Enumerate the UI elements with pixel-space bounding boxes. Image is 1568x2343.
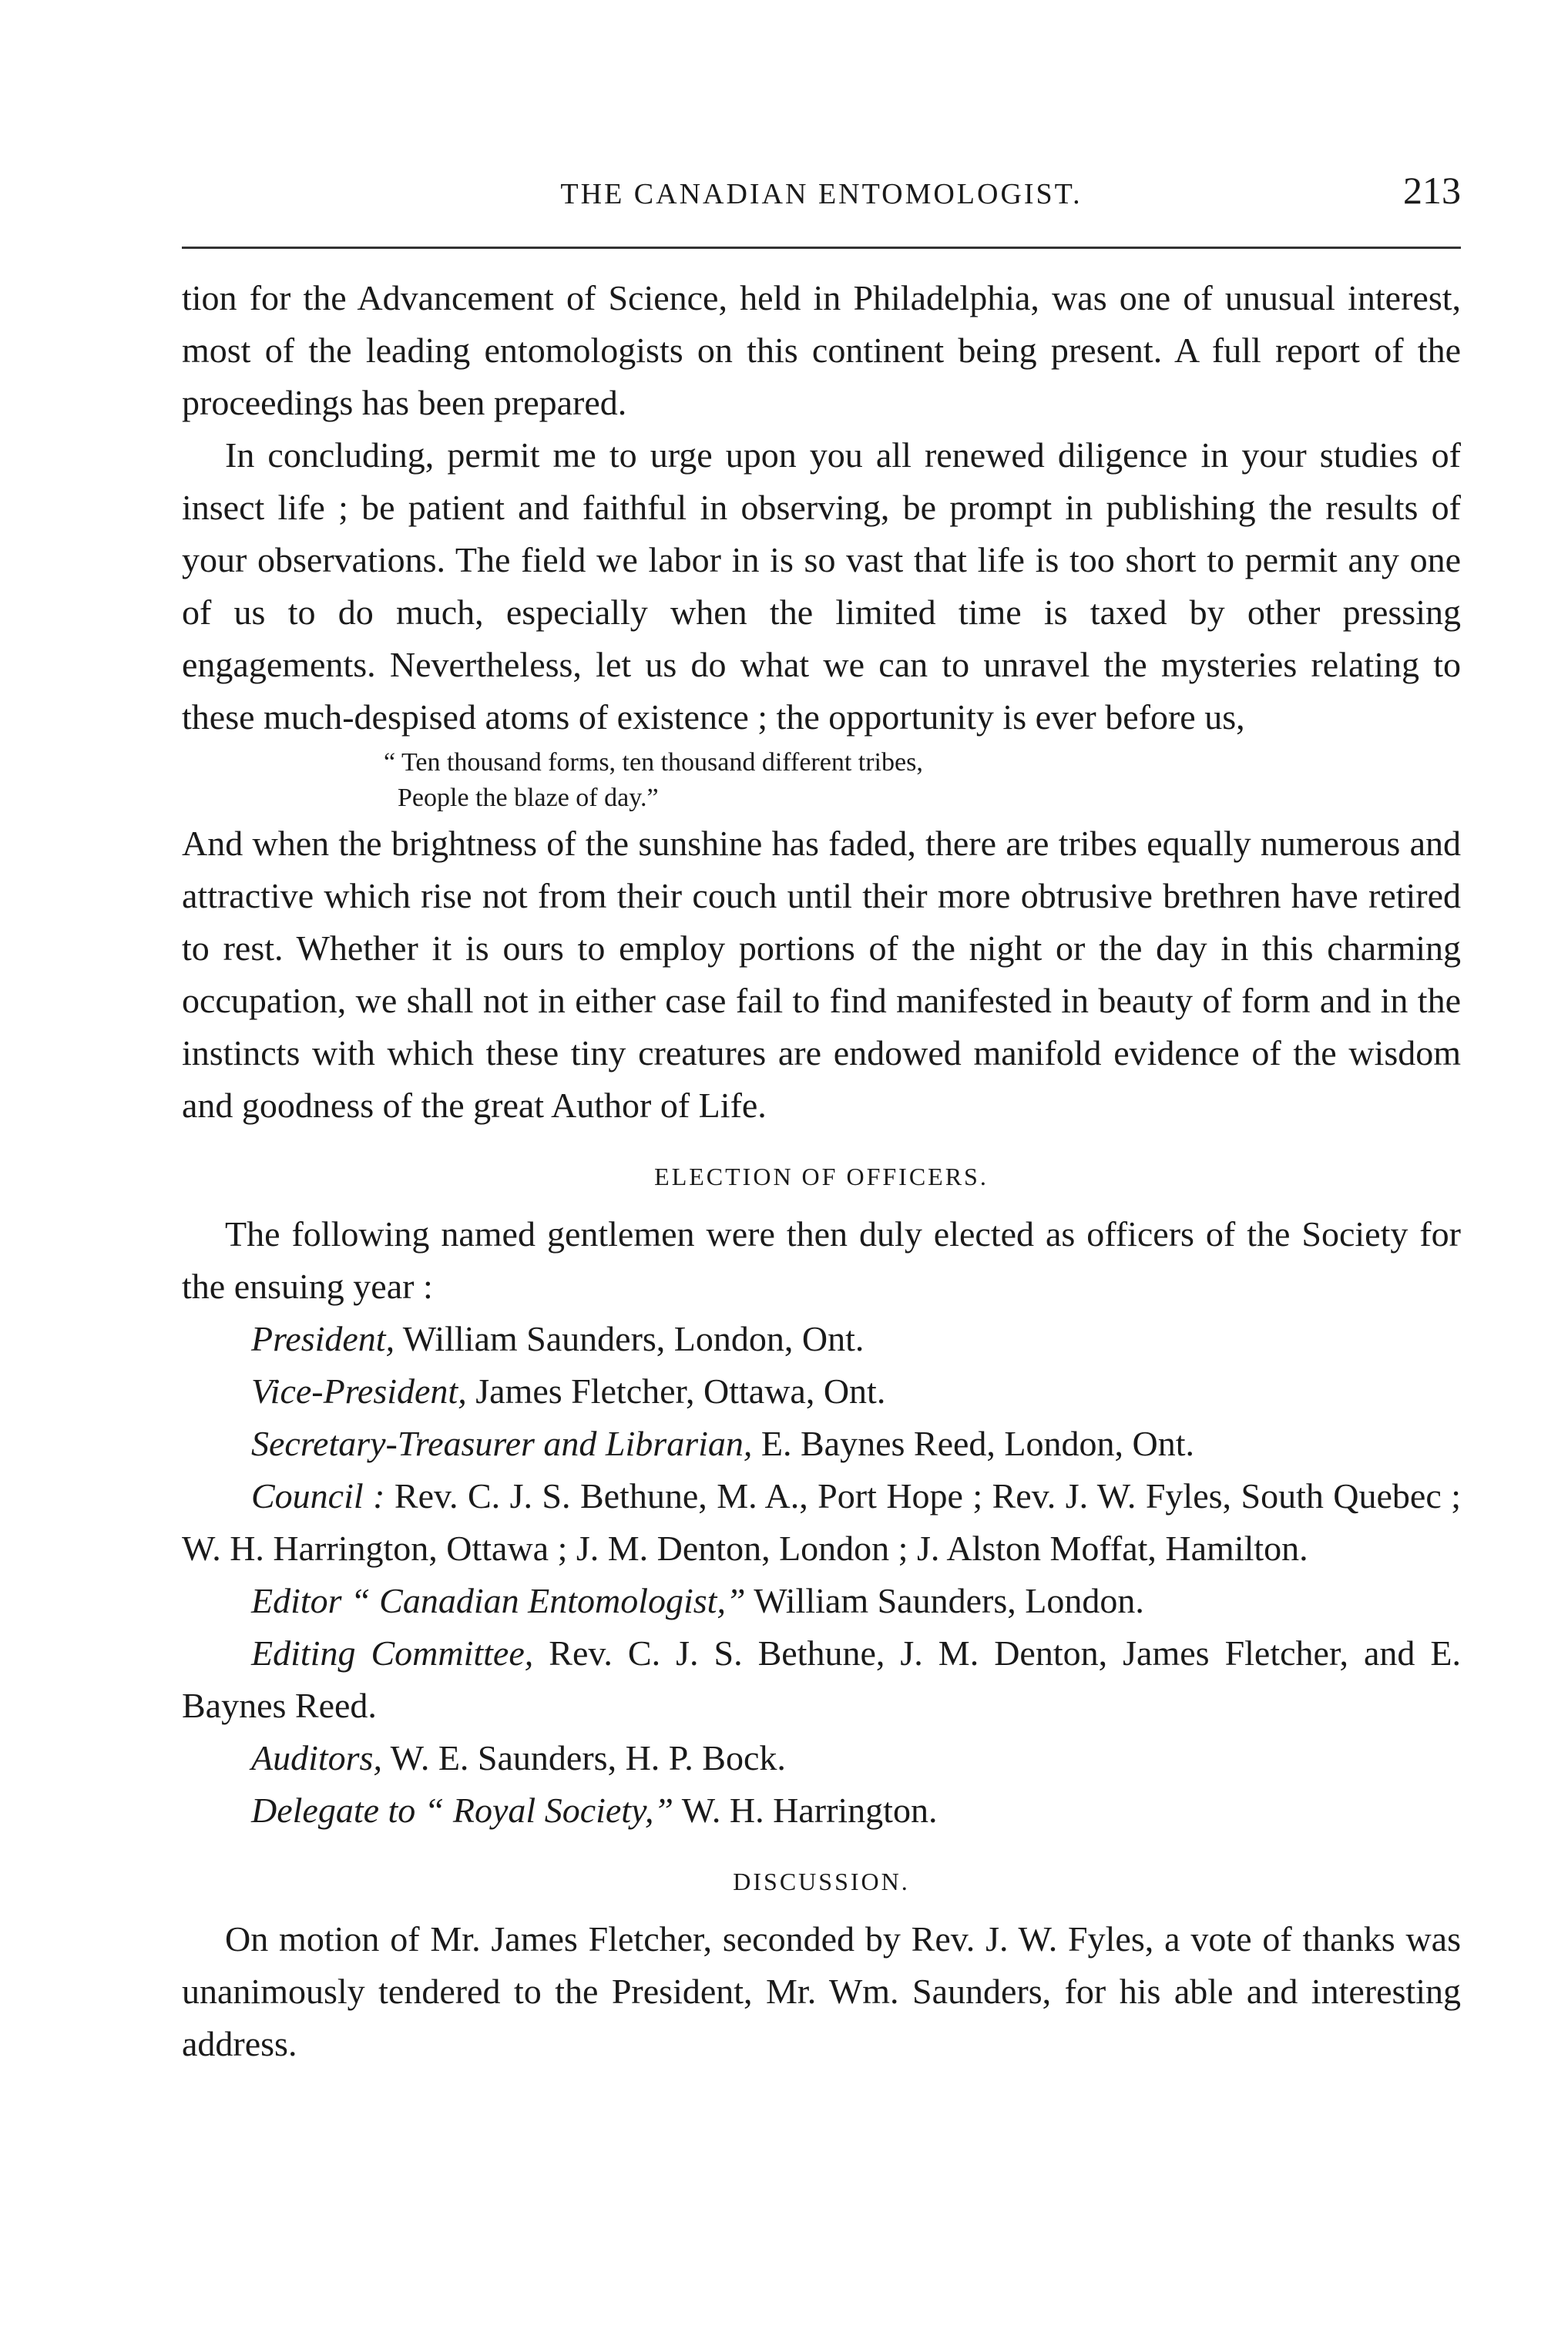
- election-intro: The following named gentlemen were then duly elected as officers of the Society for the ensuing year :: [182, 1214, 1461, 1306]
- officer-entry: [182, 1575, 1461, 1627]
- officer-role: Secretary-Treasurer and Librarian,: [251, 1424, 753, 1463]
- section-heading-election: ELECTION OF OFFICERS.: [654, 1163, 989, 1190]
- paragraph-closing: And when the brightness of the sunshine has faded, there are tribes equally numerous and attractive which rise not from their couch until their more obtrusive brethren have retired to rest. Whether it is ours to employ portions of the night or the day in this charming occupation, we shall not in either case fail to find manifested in beauty of form and in the instincts with which these tiny creatures are endowed manifold evidence of the wisdom and goodness of the great Author of Life.: [182, 824, 1461, 1125]
- officer-role: Delegate to “ Royal Society,”: [251, 1791, 674, 1830]
- page: [182, 162, 1461, 2070]
- header-rule: [182, 247, 1461, 249]
- discussion-text: On motion of Mr. James Fletcher, seconded by Rev. J. W. Fyles, a vote of thanks was unanimously tendered to the President, Mr. Wm. Saunders, for his able and interesting address.: [182, 1919, 1461, 2063]
- officer-entry: [182, 1470, 1461, 1575]
- officer-role: Vice-President,: [251, 1371, 467, 1411]
- officers-list: [182, 1313, 1461, 1837]
- officer-names: William Saunders, London, Ont.: [395, 1319, 865, 1358]
- running-title: THE CANADIAN ENTOMOLOGIST.: [560, 178, 1083, 210]
- officer-role: Editor “ Canadian Entomologist,”: [251, 1581, 746, 1620]
- officer-entry: [182, 1418, 1461, 1470]
- officer-names: W. E. Saunders, H. P. Bock.: [381, 1738, 786, 1777]
- officer-names: E. Baynes Reed, London, Ont.: [752, 1424, 1195, 1463]
- officer-entry: [182, 1732, 1461, 1784]
- page-number: 213: [1403, 169, 1461, 212]
- page-header: [182, 162, 1461, 223]
- paragraph-concluding: In concluding, permit me to urge upon you all renewed diligence in your studies of insect life ; be patient and faithful in observing, be prompt in publishing the results of your observations. The field we labor in is so vast that life is too short to permit any one of us to do much, especially when the limited time is taxed by other pressing engagements. Nevertheless, let us do what we can to unravel the mysteries relating to these much-despised atoms of existence ; the opportunity is ever before us,: [182, 435, 1461, 737]
- paragraph-continued: tion for the Advancement of Science, held in Philadelphia, was one of unusual interest, most of the leading entomologists on this continent being present. A full report of the proceedings has been prepared.: [182, 278, 1461, 422]
- officer-role: Council :: [251, 1476, 385, 1516]
- quote-line: “ Ten thousand forms, ten thousand different tribes,: [384, 748, 923, 777]
- officer-names: W. H. Harrington.: [673, 1791, 938, 1830]
- officer-role: Editing Committee,: [251, 1633, 534, 1673]
- verse-quote: [182, 745, 1461, 816]
- officer-names: Rev. C. J. S. Bethune, J. M. Denton, James Fletcher, and E. Baynes Reed.: [182, 1633, 1461, 1725]
- officer-role: Auditors,: [251, 1738, 382, 1777]
- officer-names: Rev. C. J. S. Bethune, M. A., Port Hope ; Rev. J. W. Fyles, South Quebec ; W. H. Harrington, Ottawa ; J. M. Denton, London ; J. Alston Moffat, Hamilton.: [182, 1476, 1461, 1568]
- section-heading-discussion: DISCUSSION.: [733, 1868, 910, 1895]
- officer-names: James Fletcher, Ottawa, Ont.: [466, 1371, 886, 1411]
- officer-role: President,: [251, 1319, 395, 1358]
- officer-names: William Saunders, London.: [745, 1581, 1144, 1620]
- officer-entry: [182, 1784, 1461, 1837]
- officer-entry: [182, 1313, 1461, 1365]
- officer-entry: [182, 1365, 1461, 1418]
- officer-entry: [182, 1627, 1461, 1732]
- quote-line: People the blaze of day.”: [398, 784, 659, 812]
